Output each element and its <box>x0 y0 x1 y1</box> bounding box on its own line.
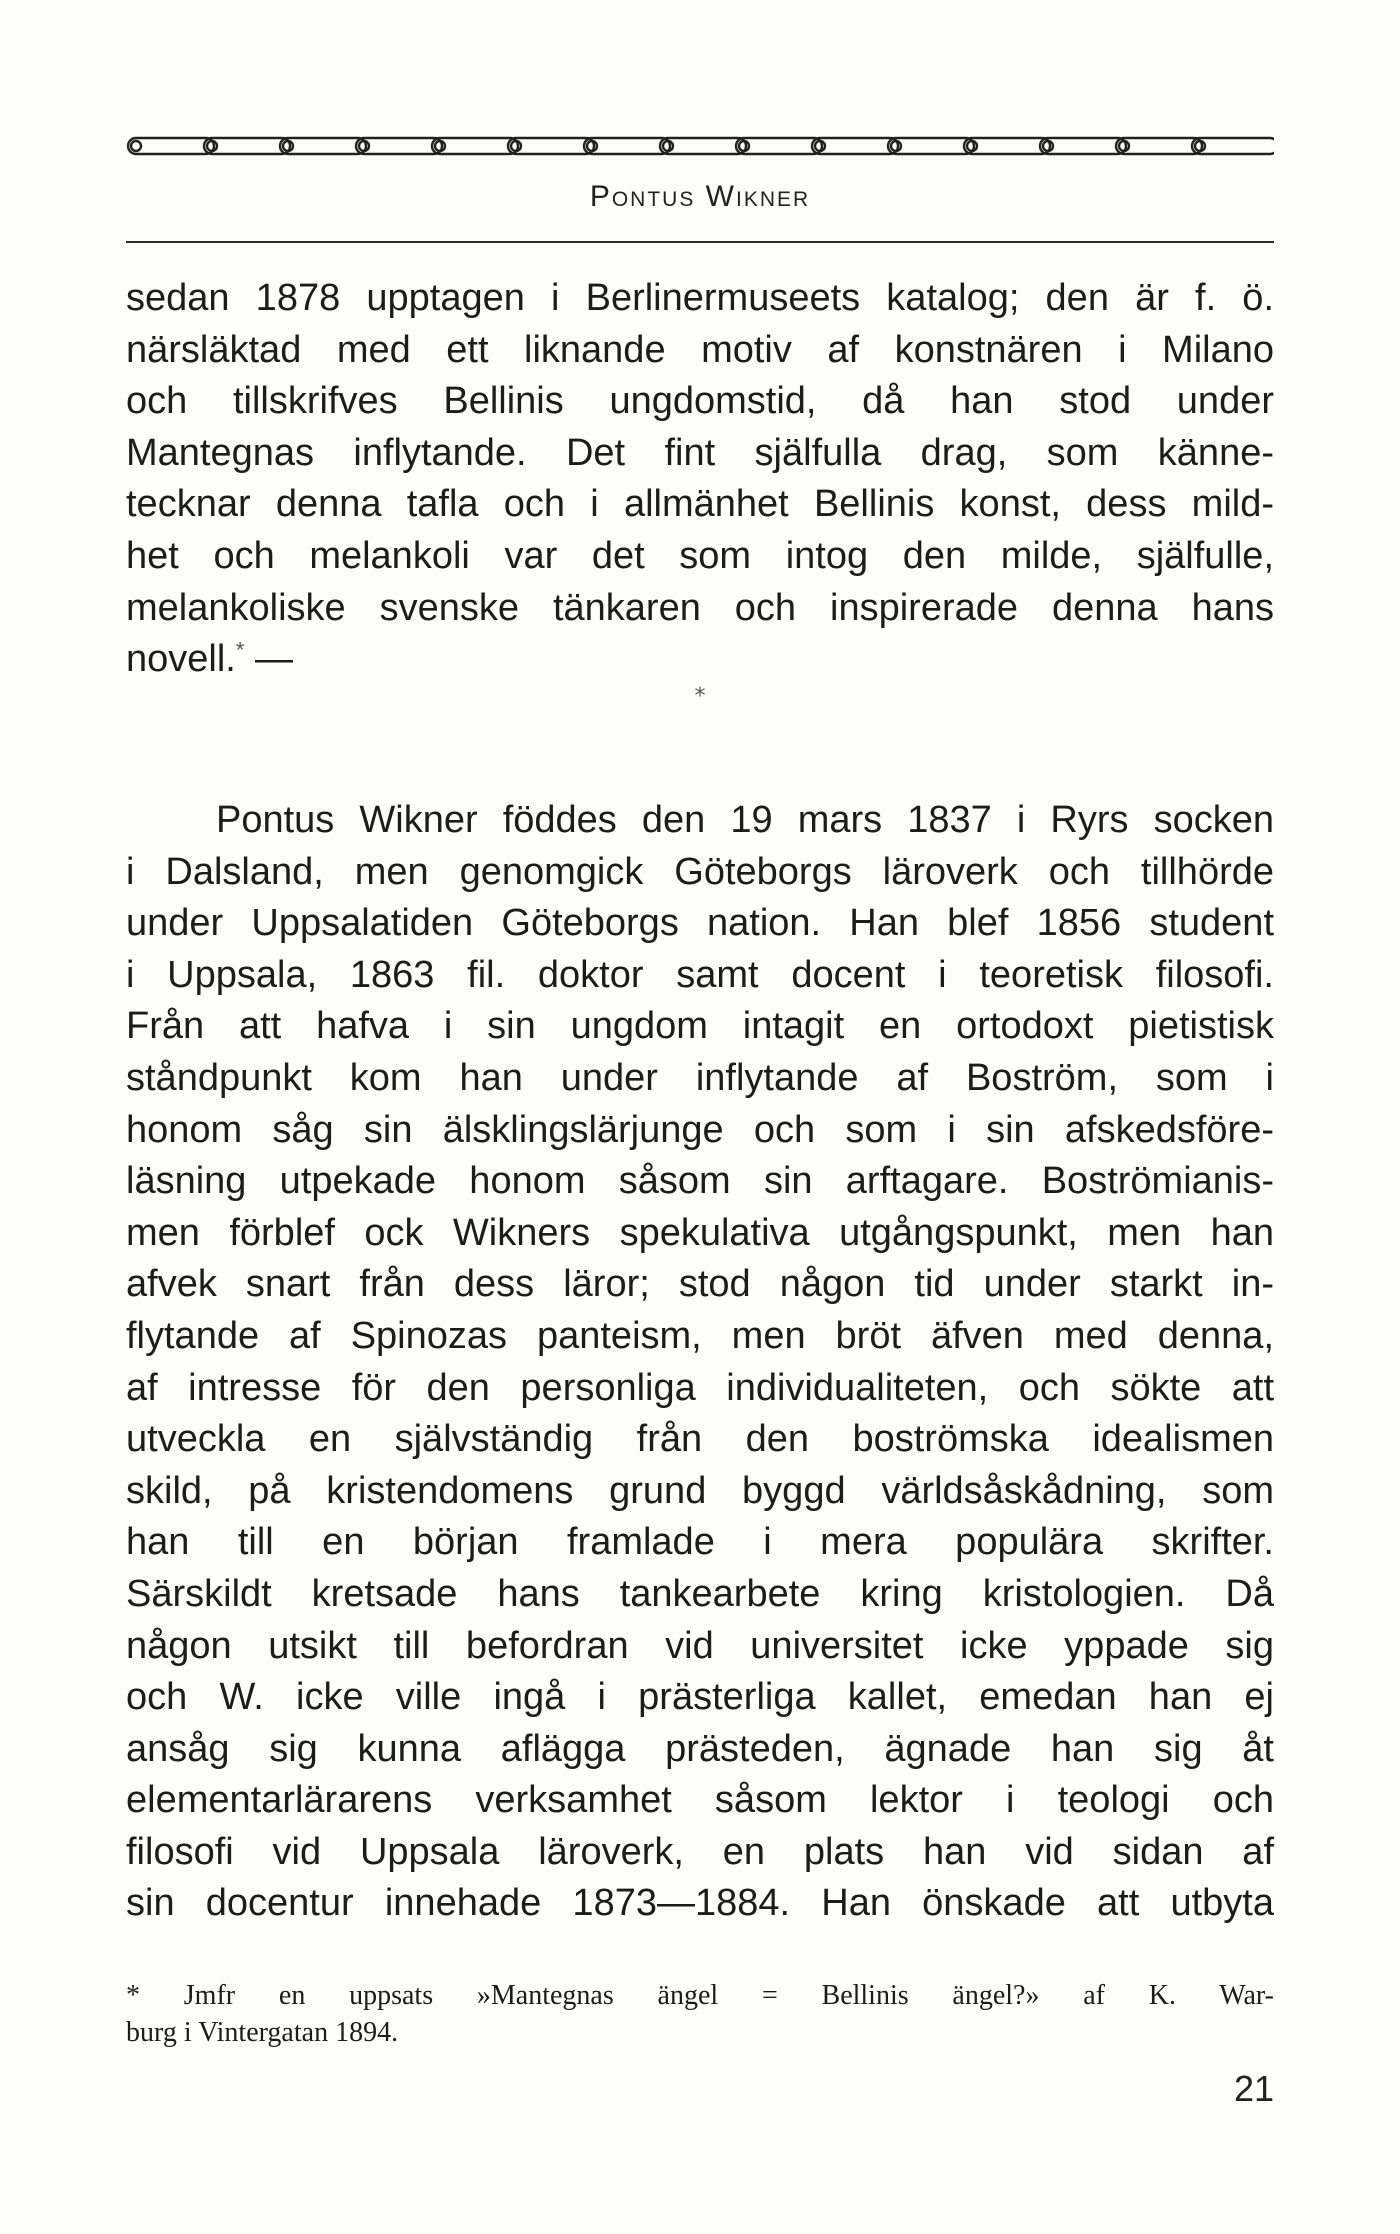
text-fragment: — <box>244 638 293 681</box>
text-line: flytande af Spinozas panteism, men bröt äfven med denna, <box>126 1314 1274 1357</box>
text-line: Från att hafva i sin ungdom intagit en ortodoxt pietistisk <box>126 1005 1274 1048</box>
text-line: och W. icke ville ingå i prästerliga kallet, emedan han ej <box>126 1676 1274 1719</box>
text-line: i Dalsland, men genomgick Göteborgs läroverk och tillhörde <box>126 850 1274 893</box>
text-line: melankoliske svenske tänkaren och inspirerade denna hans <box>126 586 1274 629</box>
text-line: sin docentur innehade 1873—1884. Han önskade att utbyta <box>126 1882 1274 1925</box>
text-line: läsning utpekade honom såsom sin arftagare. Boströmianis- <box>126 1160 1274 1203</box>
text-line: närsläktad med ett liknande motiv af konstnären i Milano <box>126 328 1274 371</box>
text-line: och tillskrifves Bellinis ungdomstid, då han stod under <box>126 380 1274 423</box>
paragraph-continued <box>126 273 1274 686</box>
footnote-marker: * <box>235 637 245 663</box>
text-line: i Uppsala, 1863 fil. doktor samt docent i teoretisk filosofi. <box>126 953 1274 996</box>
text-line: sedan 1878 upptagen i Berlinermuseets katalog; den är f. ö. <box>126 277 1274 319</box>
text-line: någon utsikt till befordran vid universitet icke yppade sig <box>126 1624 1274 1667</box>
running-head: Pontus Wikner <box>589 180 811 213</box>
text-line: ståndpunkt kom han under inflytande af Boström, som i <box>126 1056 1274 1099</box>
section-asterism: * <box>694 684 706 709</box>
text-line-final <box>126 634 1274 686</box>
text-line: af intresse för den personliga individualiteten, och sökte att <box>126 1366 1274 1409</box>
header-rule <box>126 241 1274 243</box>
text-fragment: novell. <box>126 638 236 681</box>
footnote <box>126 1977 1274 2051</box>
text-line: afvek snart från dess läror; stod någon tid under starkt in- <box>126 1263 1274 1306</box>
page-number: 21 <box>1233 2068 1274 2109</box>
text-line: Mantegnas inflytande. Det fint själfulla drag, som känne- <box>126 431 1274 474</box>
text-line: han till en början framlade i mera populära skrifter. <box>126 1521 1274 1564</box>
text-line: men förblef ock Wikners spekulativa utgångspunkt, men han <box>126 1211 1274 1254</box>
text-line: tecknar denna tafla och i allmänhet Bellinis konst, dess mild- <box>126 483 1274 526</box>
text-line: Pontus Wikner föddes den 19 mars 1837 i Ryrs socken <box>216 799 1274 841</box>
text-line: honom såg sin älsklingslärjunge och som i sin afskedsföre- <box>126 1108 1274 1151</box>
text-line: ansåg sig kunna aflägga prästeden, ägnade han sig åt <box>126 1727 1274 1770</box>
text-line: Särskildt kretsade hans tankearbete kring kristologien. Då <box>126 1572 1274 1615</box>
text-line: skild, på kristendomens grund byggd världsåskådning, som <box>126 1469 1274 1512</box>
book-page <box>126 0 1274 2234</box>
decorative-border-ornament <box>126 133 1274 159</box>
text-line: elementarlärarens verksamhet såsom lektor i teologi och <box>126 1779 1274 1822</box>
text-line: filosofi vid Uppsala läroverk, en plats han vid sidan af <box>126 1830 1274 1873</box>
text-line: utveckla en självständig från den boströmska idealismen <box>126 1418 1274 1461</box>
text-line: under Uppsalatiden Göteborgs nation. Han blef 1856 student <box>126 902 1274 945</box>
paragraph-biography <box>126 795 1274 1930</box>
footnote-line: burg i Vintergatan 1894. <box>126 2017 399 2048</box>
text-line: het och melankoli var det som intog den milde, själfulle, <box>126 534 1274 577</box>
footnote-line: * Jmfr en uppsats »Mantegnas ängel = Bellinis ängel?» af K. War- <box>126 1980 1274 2011</box>
